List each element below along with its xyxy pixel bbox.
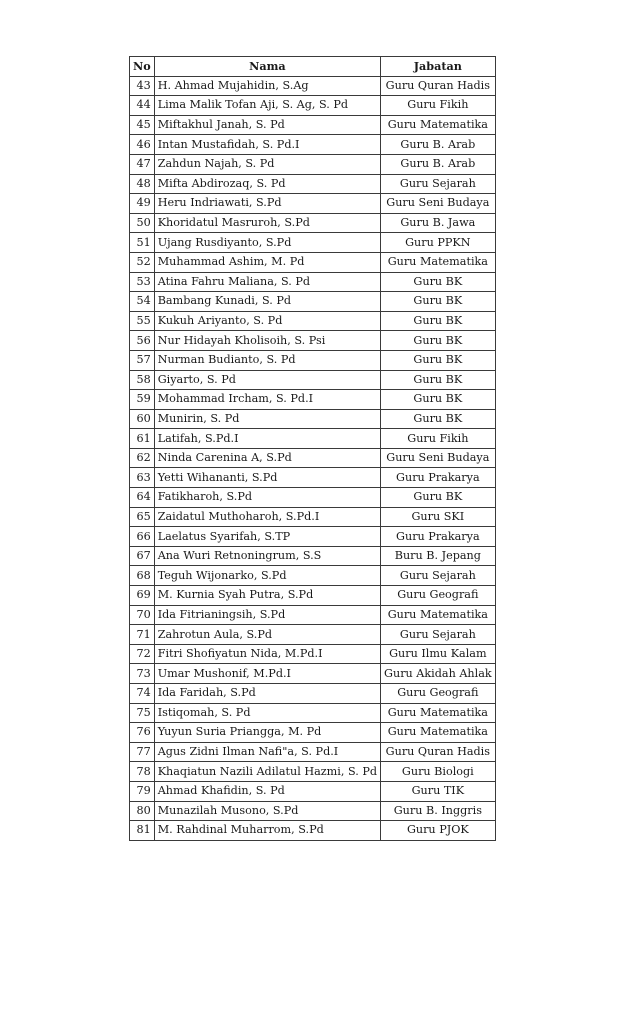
cell-nama: M. Kurnia Syah Putra, S.Pd xyxy=(154,586,380,606)
cell-jabatan: Guru Sejarah xyxy=(381,566,496,586)
table-row xyxy=(130,762,496,782)
cell-nama: Teguh Wijonarko, S.Pd xyxy=(154,566,380,586)
table-row xyxy=(130,448,496,468)
cell-nama: Mohammad Ircham, S. Pd.I xyxy=(154,390,380,410)
cell-no: 44 xyxy=(130,96,155,116)
cell-nama: Fitri Shofiyatun Nida, M.Pd.I xyxy=(154,644,380,664)
cell-nama: Intan Mustafidah, S. Pd.I xyxy=(154,135,380,155)
cell-no: 66 xyxy=(130,527,155,547)
table-row xyxy=(130,644,496,664)
cell-no: 43 xyxy=(130,76,155,96)
cell-jabatan: Guru BK xyxy=(381,390,496,410)
cell-nama: Istiqomah, S. Pd xyxy=(154,703,380,723)
cell-jabatan: Guru PPKN xyxy=(381,233,496,253)
table-row xyxy=(130,566,496,586)
cell-jabatan: Guru Seni Budaya xyxy=(381,194,496,214)
cell-jabatan: Guru B. Inggris xyxy=(381,801,496,821)
cell-no: 70 xyxy=(130,605,155,625)
table-row xyxy=(130,252,496,272)
cell-jabatan: Guru Akidah Ahlak xyxy=(381,664,496,684)
cell-jabatan: Guru Biologi xyxy=(381,762,496,782)
table-row xyxy=(130,272,496,292)
table-row xyxy=(130,213,496,233)
cell-jabatan: Guru BK xyxy=(381,488,496,508)
table-row xyxy=(130,468,496,488)
cell-nama: Ana Wuri Retnoningrum, S.S xyxy=(154,546,380,566)
table-row xyxy=(130,135,496,155)
cell-no: 51 xyxy=(130,233,155,253)
cell-no: 71 xyxy=(130,625,155,645)
cell-nama: Umar Mushonif, M.Pd.I xyxy=(154,664,380,684)
cell-nama: H. Ahmad Mujahidin, S.Ag xyxy=(154,76,380,96)
cell-jabatan: Guru BK xyxy=(381,292,496,312)
cell-nama: Agus Zidni Ilman Nafi"a, S. Pd.I xyxy=(154,742,380,762)
cell-jabatan: Guru Geografi xyxy=(381,586,496,606)
cell-no: 61 xyxy=(130,429,155,449)
cell-nama: Latifah, S.Pd.I xyxy=(154,429,380,449)
table-body xyxy=(130,76,496,840)
cell-nama: Giyarto, S. Pd xyxy=(154,370,380,390)
cell-no: 56 xyxy=(130,331,155,351)
cell-nama: Muhammad Ashim, M. Pd xyxy=(154,252,380,272)
cell-no: 60 xyxy=(130,409,155,429)
cell-jabatan: Guru B. Jawa xyxy=(381,213,496,233)
cell-no: 58 xyxy=(130,370,155,390)
cell-no: 46 xyxy=(130,135,155,155)
cell-nama: Bambang Kunadi, S. Pd xyxy=(154,292,380,312)
table-row xyxy=(130,390,496,410)
cell-jabatan: Guru Matematika xyxy=(381,115,496,135)
table-row xyxy=(130,429,496,449)
cell-nama: Kukuh Ariyanto, S. Pd xyxy=(154,311,380,331)
table-row xyxy=(130,292,496,312)
table-row xyxy=(130,586,496,606)
cell-jabatan: Guru Sejarah xyxy=(381,174,496,194)
cell-no: 65 xyxy=(130,507,155,527)
cell-nama: Zahrotun Aula, S.Pd xyxy=(154,625,380,645)
cell-jabatan: Guru BK xyxy=(381,311,496,331)
cell-nama: Zaidatul Muthoharoh, S.Pd.I xyxy=(154,507,380,527)
cell-no: 54 xyxy=(130,292,155,312)
table-row xyxy=(130,370,496,390)
table-row xyxy=(130,174,496,194)
table-row xyxy=(130,801,496,821)
cell-no: 73 xyxy=(130,664,155,684)
cell-jabatan: Guru Prakarya xyxy=(381,468,496,488)
cell-nama: Ahmad Khafidin, S. Pd xyxy=(154,781,380,801)
cell-no: 57 xyxy=(130,350,155,370)
table-row xyxy=(130,605,496,625)
cell-jabatan: Guru Sejarah xyxy=(381,625,496,645)
table-row xyxy=(130,821,496,841)
cell-no: 69 xyxy=(130,586,155,606)
table-row xyxy=(130,488,496,508)
cell-no: 72 xyxy=(130,644,155,664)
table-row xyxy=(130,115,496,135)
cell-jabatan: Guru B. Arab xyxy=(381,135,496,155)
cell-no: 62 xyxy=(130,448,155,468)
cell-jabatan: Guru Fikih xyxy=(381,96,496,116)
table-row xyxy=(130,311,496,331)
cell-no: 49 xyxy=(130,194,155,214)
table-row xyxy=(130,664,496,684)
cell-nama: Yuyun Suria Priangga, M. Pd xyxy=(154,723,380,743)
cell-no: 45 xyxy=(130,115,155,135)
table-row xyxy=(130,507,496,527)
cell-jabatan: Guru Fikih xyxy=(381,429,496,449)
table-row xyxy=(130,742,496,762)
cell-nama: Yetti Wihananti, S.Pd xyxy=(154,468,380,488)
table-row xyxy=(130,723,496,743)
cell-nama: M. Rahdinal Muharrom, S.Pd xyxy=(154,821,380,841)
cell-nama: Zahdun Najah, S. Pd xyxy=(154,154,380,174)
header-nama: Nama xyxy=(154,57,380,77)
cell-jabatan: Guru BK xyxy=(381,350,496,370)
staff-table xyxy=(129,56,496,841)
table-row xyxy=(130,781,496,801)
cell-jabatan: Guru Geografi xyxy=(381,684,496,704)
cell-no: 63 xyxy=(130,468,155,488)
cell-no: 64 xyxy=(130,488,155,508)
table-row xyxy=(130,233,496,253)
cell-jabatan: Guru BK xyxy=(381,331,496,351)
cell-no: 76 xyxy=(130,723,155,743)
table-row xyxy=(130,527,496,547)
cell-nama: Heru Indriawati, S.Pd xyxy=(154,194,380,214)
cell-no: 80 xyxy=(130,801,155,821)
table-row xyxy=(130,625,496,645)
table-header-row xyxy=(130,57,496,77)
cell-no: 77 xyxy=(130,742,155,762)
cell-no: 53 xyxy=(130,272,155,292)
table-row xyxy=(130,546,496,566)
cell-jabatan: Guru Seni Budaya xyxy=(381,448,496,468)
cell-jabatan: Guru TIK xyxy=(381,781,496,801)
cell-nama: Khaqiatun Nazili Adilatul Hazmi, S. Pd xyxy=(154,762,380,782)
cell-nama: Atina Fahru Maliana, S. Pd xyxy=(154,272,380,292)
cell-no: 67 xyxy=(130,546,155,566)
cell-jabatan: Guru BK xyxy=(381,272,496,292)
cell-nama: Laelatus Syarifah, S.TP xyxy=(154,527,380,547)
table-row xyxy=(130,96,496,116)
cell-nama: Ida Fitrianingsih, S.Pd xyxy=(154,605,380,625)
cell-jabatan: Guru Ilmu Kalam xyxy=(381,644,496,664)
cell-nama: Mifta Abdirozaq, S. Pd xyxy=(154,174,380,194)
table-row xyxy=(130,194,496,214)
cell-nama: Lima Malik Tofan Aji, S. Ag, S. Pd xyxy=(154,96,380,116)
cell-jabatan: Guru SKI xyxy=(381,507,496,527)
cell-nama: Miftakhul Janah, S. Pd xyxy=(154,115,380,135)
table-row xyxy=(130,76,496,96)
cell-nama: Nurman Budianto, S. Pd xyxy=(154,350,380,370)
table-row xyxy=(130,154,496,174)
cell-no: 68 xyxy=(130,566,155,586)
table-row xyxy=(130,350,496,370)
cell-jabatan: Guru Matematika xyxy=(381,723,496,743)
table-row xyxy=(130,409,496,429)
cell-nama: Munazilah Musono, S.Pd xyxy=(154,801,380,821)
cell-jabatan: Guru B. Arab xyxy=(381,154,496,174)
cell-jabatan: Guru Matematika xyxy=(381,252,496,272)
cell-no: 78 xyxy=(130,762,155,782)
cell-no: 47 xyxy=(130,154,155,174)
cell-nama: Fatikharoh, S.Pd xyxy=(154,488,380,508)
cell-jabatan: Buru B. Jepang xyxy=(381,546,496,566)
table-row xyxy=(130,684,496,704)
cell-no: 59 xyxy=(130,390,155,410)
cell-no: 48 xyxy=(130,174,155,194)
cell-jabatan: Guru BK xyxy=(381,370,496,390)
cell-nama: Ujang Rusdiyanto, S.Pd xyxy=(154,233,380,253)
cell-jabatan: Guru PJOK xyxy=(381,821,496,841)
cell-no: 55 xyxy=(130,311,155,331)
cell-nama: Khoridatul Masruroh, S.Pd xyxy=(154,213,380,233)
cell-no: 74 xyxy=(130,684,155,704)
cell-jabatan: Guru Quran Hadis xyxy=(381,76,496,96)
cell-no: 75 xyxy=(130,703,155,723)
cell-jabatan: Guru Matematika xyxy=(381,605,496,625)
cell-nama: Ninda Carenina A, S.Pd xyxy=(154,448,380,468)
cell-no: 81 xyxy=(130,821,155,841)
table-row xyxy=(130,703,496,723)
cell-jabatan: Guru Prakarya xyxy=(381,527,496,547)
cell-no: 52 xyxy=(130,252,155,272)
header-no: No xyxy=(130,57,155,77)
header-jabatan: Jabatan xyxy=(381,57,496,77)
cell-nama: Nur Hidayah Kholisoih, S. Psi xyxy=(154,331,380,351)
cell-no: 50 xyxy=(130,213,155,233)
cell-nama: Ida Faridah, S.Pd xyxy=(154,684,380,704)
table-row xyxy=(130,331,496,351)
cell-nama: Munirin, S. Pd xyxy=(154,409,380,429)
cell-jabatan: Guru BK xyxy=(381,409,496,429)
cell-jabatan: Guru Matematika xyxy=(381,703,496,723)
cell-jabatan: Guru Quran Hadis xyxy=(381,742,496,762)
cell-no: 79 xyxy=(130,781,155,801)
